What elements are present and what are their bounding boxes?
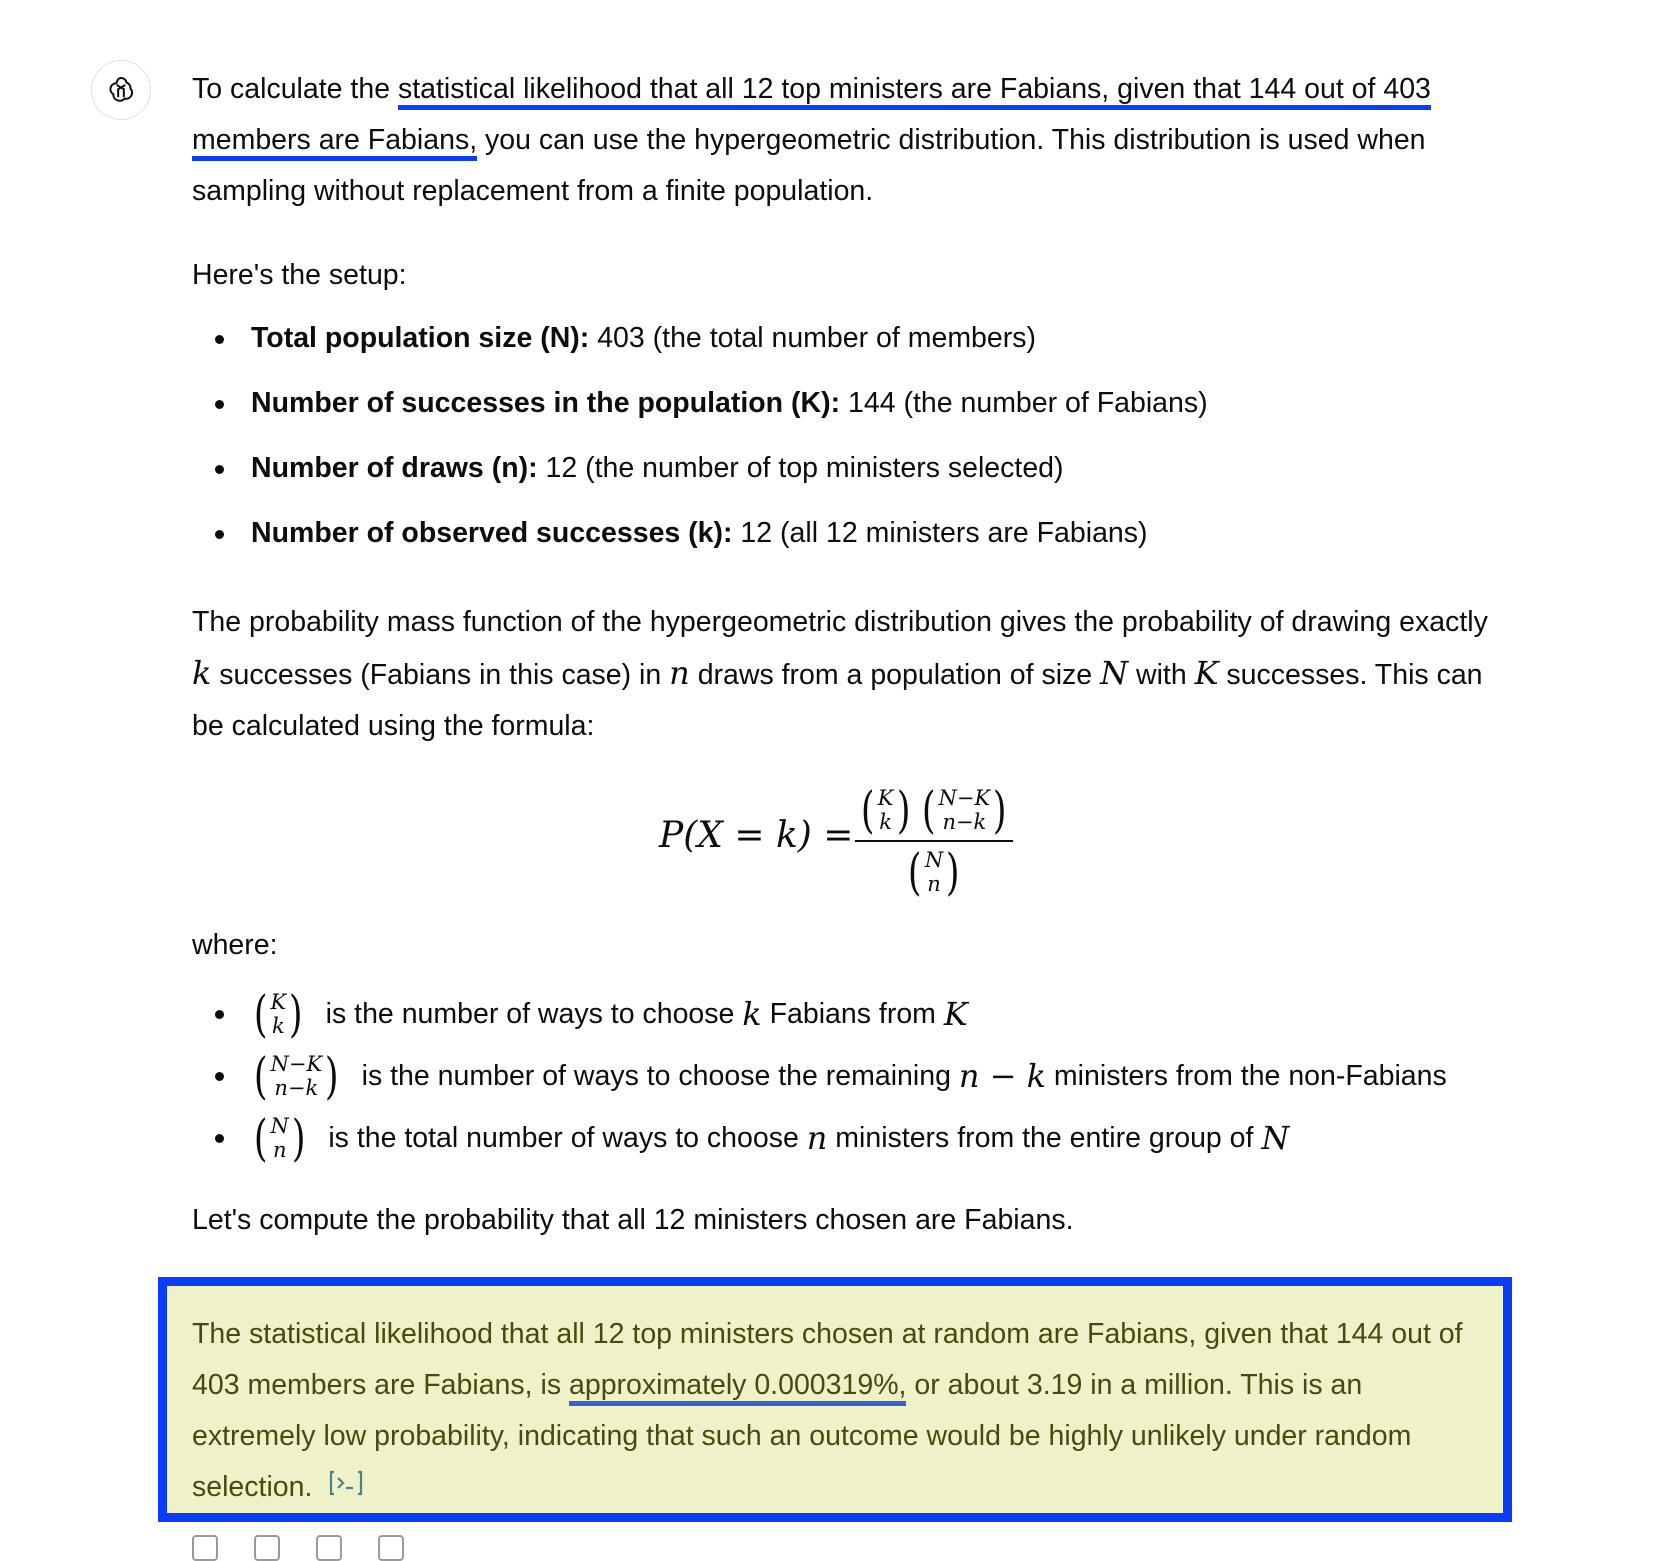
formula-lhs: P(X = k) = <box>659 815 854 856</box>
list-item <box>192 378 1522 443</box>
hypergeometric-formula <box>192 780 1522 900</box>
result-text-end: or about 3.19 in a million. This is an extremely low probability, indicating that such an outcome would be highly unlikely under random selection. <box>192 1369 1412 1503</box>
binom-bottom: n <box>272 1138 287 1162</box>
code-interpreter-icon[interactable] <box>328 1463 364 1514</box>
binom-top: N−K <box>938 786 991 810</box>
item-label: Number of observed successes (k): <box>251 517 733 549</box>
binom-top: K <box>270 990 287 1014</box>
intro-text-end: you can use the hypergeometric distribution. This distribution is used when sampling without replacement from a finite population. <box>192 124 1426 207</box>
fraction-denominator <box>859 842 1009 902</box>
pmf-text: draws from a population of size <box>689 659 1101 691</box>
math-K: K <box>1194 654 1219 692</box>
binomial: ( K k ) <box>253 985 303 1043</box>
item-text: Fabians from <box>761 997 944 1030</box>
copy-icon[interactable] <box>254 1535 280 1561</box>
item-text: is the number of ways to choose the remaining <box>353 1059 959 1092</box>
binom-top: N−K <box>270 1052 323 1076</box>
compute-line: Let's compute the probability that all 12 ministers chosen are Fabians. <box>192 1204 1074 1236</box>
binom-bottom: n−k <box>274 1076 319 1100</box>
binomial: ( K k ) <box>861 781 911 839</box>
math-N: N <box>1100 654 1129 692</box>
list-item <box>192 313 1522 378</box>
list-item <box>192 983 1522 1045</box>
fraction-numerator <box>859 780 1009 840</box>
intro-paragraph <box>192 64 1512 217</box>
item-text: 12 (all 12 ministers are Fabians) <box>732 517 1148 549</box>
assistant-message <box>192 64 1522 1246</box>
math-var: N <box>1261 1118 1290 1157</box>
item-text: ministers from the non-Fabians <box>1046 1059 1447 1092</box>
item-label: Total population size (N): <box>251 322 590 354</box>
where-list <box>192 983 1522 1169</box>
message-toolbar <box>192 1535 404 1561</box>
item-label: Number of successes in the population (K): <box>251 387 841 419</box>
item-text: ministers from the entire group of <box>827 1121 1262 1154</box>
binom-bottom: k <box>879 810 893 834</box>
binom-top: N <box>924 848 944 872</box>
math-var: K <box>943 994 968 1033</box>
item-text: 144 (the number of Fabians) <box>840 387 1208 419</box>
regenerate-icon[interactable] <box>316 1535 342 1561</box>
math-var: n <box>806 1118 828 1157</box>
binomial: ( N−K n−k ) <box>921 781 1007 839</box>
list-item <box>192 508 1522 573</box>
math-var: k <box>742 994 762 1033</box>
binomial: ( N n ) <box>908 843 960 901</box>
setup-heading: Here's the setup: <box>192 259 407 291</box>
item-text: is the number of ways to choose <box>317 997 743 1030</box>
result-underlined-text: approximately 0.000319%, <box>569 1369 906 1406</box>
intro-underlined-text: statistical likelihood that all 12 top ministers are Fabians, given that 144 out of 403 members are Fabians, <box>192 73 1431 161</box>
result-text-start: The statistical likelihood that all 12 top ministers chosen at random are Fabians, given that 144 out of 403 members are Fabians, is <box>192 1318 1463 1401</box>
thumbs-icon[interactable] <box>378 1535 404 1561</box>
item-text: 403 (the total number of members) <box>589 322 1036 354</box>
list-item <box>192 443 1522 508</box>
math-n: n <box>669 654 690 692</box>
result-paragraph <box>192 1309 1492 1514</box>
binomial: ( N n ) <box>253 1109 306 1167</box>
item-text: is the total number of ways to choose <box>320 1121 807 1154</box>
formula-fraction <box>859 780 1009 902</box>
binom-top: N <box>270 1114 289 1138</box>
pmf-text: with <box>1128 659 1195 691</box>
intro-text-start: To calculate the <box>192 73 398 105</box>
pmf-paragraph <box>192 597 1512 752</box>
math-k: k <box>192 654 212 692</box>
speaker-icon[interactable] <box>192 1535 218 1561</box>
list-item <box>192 1045 1522 1107</box>
setup-list <box>192 313 1522 573</box>
binomial: ( N−K n−k ) <box>253 1047 339 1105</box>
binom-bottom: k <box>272 1014 285 1038</box>
pmf-text: The probability mass function of the hypergeometric distribution gives the probability of drawing exactly <box>192 606 1488 638</box>
binom-bottom: n−k <box>942 810 987 834</box>
list-item <box>192 1107 1522 1169</box>
item-text: 12 (the number of top ministers selected) <box>537 452 1064 484</box>
binom-top: K <box>877 786 894 810</box>
where-heading: where: <box>192 929 278 961</box>
math-var: n − k <box>958 1056 1047 1095</box>
pmf-text: successes (Fabians in this case) in <box>211 659 670 691</box>
pmf-text: successes. This can be calculated using the formula: <box>192 659 1483 742</box>
item-label: Number of draws (n): <box>251 452 538 484</box>
openai-logo-icon <box>104 73 138 107</box>
binom-bottom: n <box>927 872 941 896</box>
assistant-avatar <box>91 60 151 120</box>
